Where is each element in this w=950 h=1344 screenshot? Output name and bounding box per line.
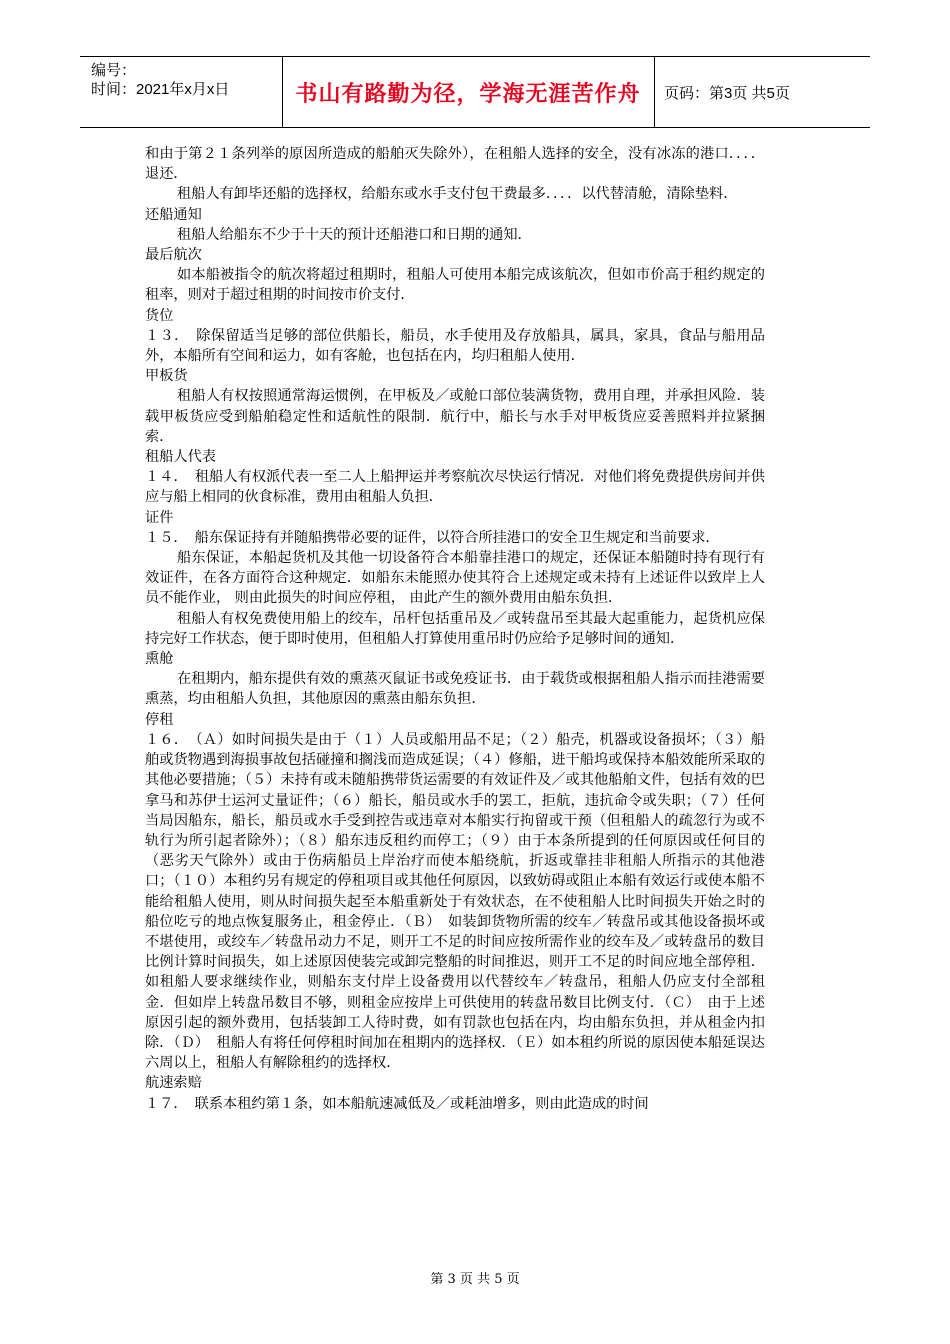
header-divider	[654, 57, 655, 127]
body-paragraph: 租船人有权按照通常海运惯例，在甲板及／或舱口部位装满货物，费用自理，并承担风险．装载甲板货应受到船舶稳定性和适航性的限制．航行中，船长与水手对甲板货应妥善照料并拉紧捆索．	[145, 388, 765, 445]
page-header	[80, 56, 870, 128]
body-paragraph: 如本船被指令的航次将超过租期时，租船人可使用本船完成该航次，但如市价高于租约规定的租率，则对于超过租期的时间按市价支付．	[145, 267, 765, 304]
section-heading: 还船通知	[145, 206, 202, 223]
header-page-number: 页码：第3页 共5页	[664, 84, 790, 102]
section-heading: 甲板货	[145, 368, 188, 385]
page-footer: 第 3 页 共 5 页	[430, 1272, 520, 1287]
body-paragraph: 和由于第２１条列举的原因所造成的船舶灭失除外），在租船人选择的安全，没有冰冻的港口．．．．退还．	[145, 146, 765, 183]
body-paragraph: 租船人有权免费使用船上的绞车，吊杆包括重吊及／或转盘吊至其最大起重能力，起货机应保持完好工作状态，便于即时使用，但租船人打算使用重吊时仍应给予足够时间的通知．	[145, 610, 765, 647]
body-paragraph: １３． 除保留适当足够的部位供船长，船员，水手使用及存放船具，属具，家具，食品与船用品外，本船所有空间和运力，如有客舱，也包括在内，均归租船人使用．	[145, 327, 765, 365]
body-paragraph: 船东保证，本船起货机及其他一切设备符合本船靠挂港口的规定，还保证本船随时持有现行有效证件，在各方面符合这种规定．如船东未能照办使其符合上述规定或未持有上述证件以致岸上人员不能作业， 则由此损失的时间应停租， 由此产生的额外费用由船东负担．	[145, 550, 765, 607]
body-paragraph: 在租期内，船东提供有效的熏蒸灭鼠证书或免疫证书．由于载货或根据租船人指示而挂港需要熏蒸，均由租船人负担，其他原因的熏蒸由船东负担．	[145, 671, 765, 708]
section-heading: 证件	[145, 509, 174, 526]
body-paragraph: １４． 租船人有权派代表一至二人上船押运并考察航次尽快运行情况．对他们将免费提供房间并供应与船上相同的伙食标准，费用由租船人负担．	[145, 469, 765, 506]
section-heading: 货位	[145, 307, 174, 324]
body-paragraph: １５． 船东保证持有并随船携带必要的证件，以符合所挂港口的安全卫生规定和当前要求．	[145, 529, 720, 546]
body-paragraph: 租船人有卸毕还船的选择权，给船东或水手支付包干费最多．．．．以代替清舱，清除垫料．	[177, 186, 738, 203]
section-heading: 最后航次	[145, 247, 202, 264]
header-meta	[91, 61, 229, 99]
body-paragraph: １６． （Ａ）如时间损失是由于（１）人员或船用品不足；（２）船壳，机器或设备损坏；（３）船舶或货物遇到海损事故包括碰撞和搁浅而造成延误；（４）修船，进干船坞或保持本船效能所采取的其他必要措施；（５）未持有或未随船携带货运需要的有效证件及／或其他船舶文件，包括有效的巴拿马和苏伊士运河丈量证件；（６）船长，船员或水手的罢工，拒航，违抗命令或失职；（７）任何当局因船东，船长，船员或水手受到控告或违章对本船实行拘留或干预（但租船人的疏忽行为或不轨行为所引起者除外）；（８）船东违反租约而停工；（９）由于本条所提到的任何原因或任何目的（恶劣天气除外）或由于伤病船员上岸治疗而使本船绕航，折返或靠挂非租船人所指示的其他港口；（１０）本租约另有规定的停租项目或其他任何原因，以致妨碍或阻止本船有效运行或使本船不能给租船人使用，则从时间损失起至本船重新处于有效状态，在不使租船人比时间损失开始之时的船位吃亏的地点恢复服务止，租金停止．（Ｂ） 如装卸货物所需的绞车／转盘吊或其他设备损坏或不堪使用，或绞车／转盘吊动力不足，则开工不足的时间应按所需作业的绞车及／或转盘吊的数目比例计算时间损失，如上述原因使装完或卸完整船的时间推迟，则开工不足的时间应地全部停租．如租船人要求继续作业，则船东支付岸上设备费用以代替绞车／转盘吊，租船人仍应支付全部租金．但如岸上转盘吊数目不够，则租金应按岸上可供使用的转盘吊数目比例支付．（Ｃ） 由于上述原因引起的额外费用，包括装卸工人待时费，如有罚款也包括在内，均由船东负担，并从租金内扣除．（Ｄ） 租船人有将任何停租时间加在租期内的选择权．（Ｅ）如本租约所说的原因使本船延误达六周以上，租船人有解除租约的选择权．	[145, 731, 765, 1072]
section-heading: 租船人代表	[145, 449, 216, 466]
body-paragraph: 租船人给船东不少于十天的预计还船港口和日期的通知．	[177, 226, 532, 243]
section-heading: 熏舱	[145, 651, 174, 668]
document-body	[145, 144, 765, 1114]
header-motto: 书山有路勤为径，学海无涯苦作舟	[295, 81, 641, 107]
section-heading: 航速索赔	[145, 1075, 202, 1092]
section-heading: 停租	[145, 711, 174, 728]
date-label: 时间：2021年x月x日	[91, 81, 230, 98]
document-number-label: 编号：	[91, 62, 137, 79]
body-paragraph: １７． 联系本租约第１条，如本船航速减低及／或耗油增多，则由此造成的时间	[145, 1095, 649, 1112]
